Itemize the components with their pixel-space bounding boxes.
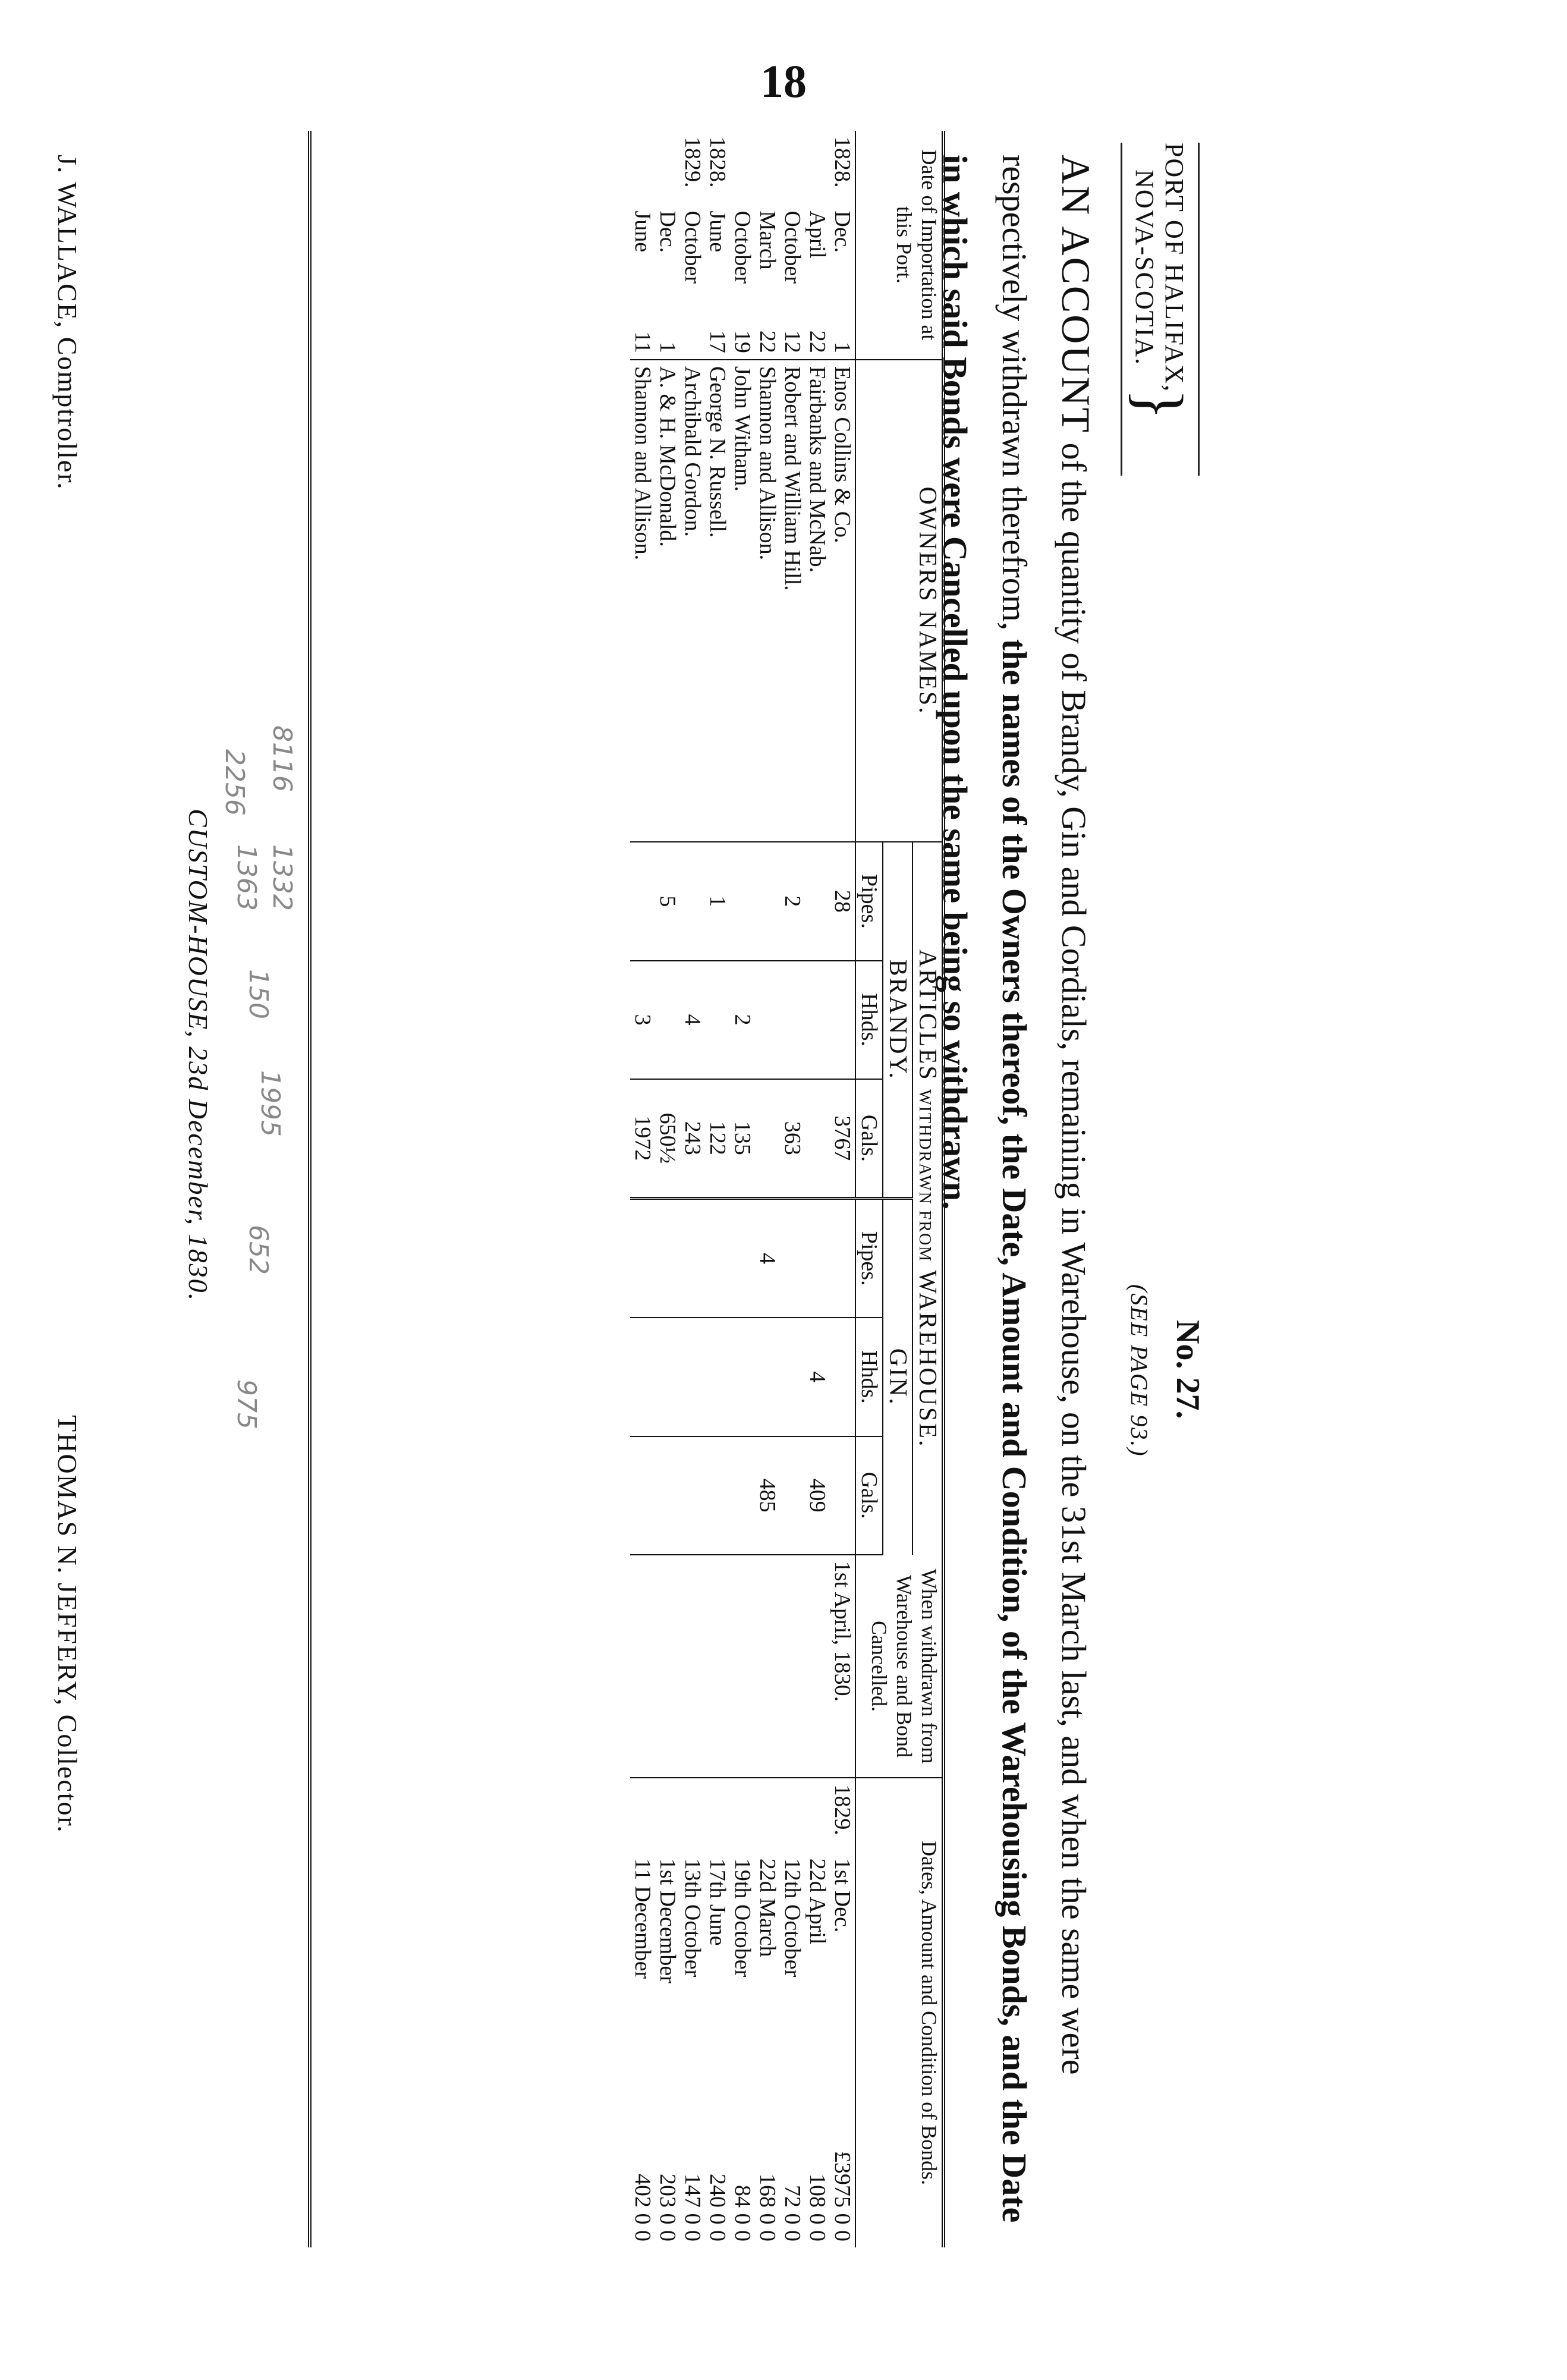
cell-owner: George N. Russell. bbox=[705, 360, 730, 842]
cell-b-pipes bbox=[680, 842, 705, 960]
cell-owner: John Witham. bbox=[730, 360, 755, 842]
table-row bbox=[830, 131, 855, 2247]
cell-day: 19 bbox=[730, 310, 755, 360]
page-number: 18 bbox=[760, 55, 807, 107]
cell-g-pipes bbox=[780, 1199, 805, 1318]
cell-b-hhds bbox=[830, 961, 855, 1079]
brace-icon: } bbox=[1124, 388, 1196, 422]
cell-bond-amount: 203 0 0 bbox=[655, 2174, 680, 2241]
cell-bond-date: 1st December bbox=[655, 1858, 680, 1983]
header-withdrawn: When withdrawn from Warehouse and Bond Cancelled. bbox=[855, 1555, 942, 1778]
cell-month: June bbox=[705, 210, 730, 253]
port-rule-bottom bbox=[1121, 143, 1122, 476]
cell-bond-year bbox=[705, 1778, 730, 1853]
cell-g-pipes: 4 bbox=[755, 1199, 780, 1318]
cell-owner: Archibald Gordon. bbox=[680, 360, 705, 842]
cell-bond-amount: 147 0 0 bbox=[680, 2174, 705, 2241]
heading-lead: AN ACCOUNT bbox=[1053, 155, 1099, 435]
cell-bond-year bbox=[655, 1778, 680, 1853]
cell-g-gals: 485 bbox=[755, 1436, 780, 1555]
cell-bond-amount: 402 0 0 bbox=[630, 2174, 655, 2241]
cell-b-hhds bbox=[655, 961, 680, 1079]
cell-b-hhds bbox=[755, 961, 780, 1079]
cell-withdrawn bbox=[730, 1555, 755, 1778]
cell-bond-amount: 72 0 0 bbox=[780, 2185, 805, 2241]
pencil-note: 1363 bbox=[231, 844, 262, 911]
cell-b-pipes: 1 bbox=[705, 842, 730, 960]
table-row bbox=[630, 131, 655, 2247]
header-bonds: Dates, Amount and Condition of Bonds. bbox=[855, 1778, 942, 2247]
cell-g-gals: 409 bbox=[805, 1436, 830, 1555]
cell-b-gals: 650½ bbox=[655, 1079, 680, 1199]
port-line-1: PORT OF HALIFAX, bbox=[1160, 143, 1189, 393]
see-page-reference: (SEE PAGE 93.) bbox=[1126, 1284, 1153, 1457]
comptroller-signature: J. WALLACE, Comptroller. bbox=[52, 155, 83, 491]
cell-day: 22 bbox=[805, 310, 830, 360]
cell-month: March bbox=[755, 210, 780, 270]
cell-owner: Fairbanks and McNab. bbox=[805, 360, 830, 842]
pencil-note: 2256 bbox=[219, 749, 250, 816]
header-gin-pipes: Pipes. bbox=[855, 1199, 883, 1318]
cell-day: 11 bbox=[630, 310, 655, 360]
header-brandy-gals: Gals. bbox=[855, 1079, 883, 1199]
cell-owner: Shannon and Allison. bbox=[755, 360, 780, 842]
cell-withdrawn bbox=[705, 1555, 730, 1778]
cell-g-hhds bbox=[780, 1318, 805, 1436]
cell-bond-year bbox=[680, 1778, 705, 1853]
cell-year bbox=[730, 131, 755, 205]
table-row bbox=[655, 131, 680, 2247]
header-brandy: BRANDY. bbox=[883, 842, 912, 1198]
header-articles-mid: WITHDRAWN FROM bbox=[915, 1089, 934, 1263]
cell-b-pipes: 28 bbox=[830, 842, 855, 960]
table-row bbox=[680, 131, 705, 2247]
cell-month: June bbox=[630, 210, 655, 253]
cell-b-pipes bbox=[755, 842, 780, 960]
cell-month: October bbox=[730, 210, 755, 284]
cell-withdrawn bbox=[630, 1555, 655, 1778]
cell-bond-amount: 108 0 0 bbox=[805, 2174, 830, 2241]
cell-bond-date: 22d April bbox=[805, 1858, 830, 1945]
table-row bbox=[805, 131, 830, 2247]
pencil-note: 652 bbox=[243, 1225, 273, 1275]
cell-bond-year bbox=[805, 1778, 830, 1853]
cell-bond-year bbox=[780, 1778, 805, 1853]
cell-b-pipes bbox=[730, 842, 755, 960]
cell-g-gals bbox=[630, 1436, 655, 1555]
cell-day: 17 bbox=[705, 310, 730, 360]
pencil-note: 975 bbox=[231, 1379, 262, 1429]
cell-year: 1828. bbox=[705, 137, 730, 188]
cell-owner: Shannon and Allison. bbox=[630, 360, 655, 842]
cell-b-hhds bbox=[780, 961, 805, 1079]
cell-g-pipes bbox=[830, 1199, 855, 1318]
cell-bond-date: 17th June bbox=[705, 1858, 730, 1946]
warehouse-account-table bbox=[308, 131, 945, 2247]
cell-b-gals bbox=[805, 1079, 830, 1199]
cell-b-pipes: 5 bbox=[655, 842, 680, 960]
cell-withdrawn bbox=[680, 1555, 705, 1778]
cell-b-hhds: 4 bbox=[680, 961, 705, 1079]
cell-g-hhds bbox=[705, 1318, 730, 1436]
cell-bond-date: 13th October bbox=[680, 1858, 705, 1977]
cell-b-gals: 243 bbox=[680, 1079, 705, 1199]
cell-bond-date: 11 December bbox=[630, 1858, 655, 1979]
header-owners: OWNERS NAMES. bbox=[855, 360, 942, 842]
header-gin-gals: Gals. bbox=[855, 1436, 883, 1555]
table-row bbox=[755, 131, 780, 2247]
cell-b-gals: 363 bbox=[780, 1079, 805, 1199]
pencil-note: 150 bbox=[243, 969, 273, 1019]
cell-b-pipes bbox=[805, 842, 830, 960]
cell-b-gals: 1972 bbox=[630, 1079, 655, 1199]
cell-owner: A. & H. McDonald. bbox=[655, 360, 680, 842]
document-number: No. 27. bbox=[1169, 1320, 1206, 1419]
cell-bond-year bbox=[730, 1778, 755, 1853]
cell-bond-year: 1829. bbox=[830, 1784, 855, 1835]
cell-day bbox=[680, 310, 705, 360]
header-brandy-hhds: Hhds. bbox=[855, 961, 883, 1079]
header-articles-prefix: ARTICLES bbox=[914, 949, 941, 1081]
cell-withdrawn bbox=[805, 1555, 830, 1778]
pencil-note: 1332 bbox=[267, 844, 297, 911]
account-heading bbox=[925, 155, 1106, 2236]
cell-g-hhds bbox=[680, 1318, 705, 1436]
cell-bond-year bbox=[630, 1778, 655, 1853]
cell-month: Dec. bbox=[655, 210, 680, 253]
cell-bond-amount: £3975 0 0 bbox=[830, 2151, 855, 2241]
cell-g-gals bbox=[680, 1436, 705, 1555]
cell-year: 1829. bbox=[680, 137, 705, 188]
cell-month: October bbox=[680, 210, 705, 284]
cell-bond-amount: 168 0 0 bbox=[755, 2174, 780, 2241]
cell-g-pipes bbox=[730, 1199, 755, 1318]
cell-g-hhds: 4 bbox=[805, 1318, 830, 1436]
cell-g-pipes bbox=[630, 1199, 655, 1318]
rotated-document-sheet bbox=[0, 95, 1225, 2295]
cell-month: October bbox=[780, 210, 805, 284]
cell-owner: Robert and William Hill. bbox=[780, 360, 805, 842]
cell-withdrawn bbox=[655, 1555, 680, 1778]
table-row bbox=[730, 131, 755, 2247]
cell-g-gals bbox=[705, 1436, 730, 1555]
cell-bond-date: 12th October bbox=[780, 1858, 805, 1977]
cell-year: 1828. bbox=[830, 137, 855, 188]
cell-year bbox=[805, 131, 830, 205]
header-gin-hhds: Hhds. bbox=[855, 1318, 883, 1436]
cell-day: 1 bbox=[655, 310, 680, 360]
cell-bond-date: 22d March bbox=[755, 1858, 780, 1957]
port-heading bbox=[1124, 143, 1196, 422]
cell-g-pipes bbox=[655, 1199, 680, 1318]
custom-house-date: CUSTOM-HOUSE, 23d December, 1830. bbox=[183, 809, 213, 1302]
cell-g-pipes bbox=[680, 1199, 705, 1318]
cell-g-gals bbox=[730, 1436, 755, 1555]
cell-day: 12 bbox=[780, 310, 805, 360]
header-date: Date of Importation at this Port. bbox=[855, 131, 942, 360]
cell-day: 1 bbox=[830, 310, 855, 360]
cell-bond-year bbox=[755, 1778, 780, 1853]
header-articles-suffix: WAREHOUSE. bbox=[914, 1269, 941, 1448]
heading-body: of the quantity of Brandy, Gin and Cordials, remaining in Warehouse, on the 31st March last, and when the same were respectively withdrawn therefrom, bbox=[995, 155, 1093, 2075]
cell-month: Dec. bbox=[830, 210, 855, 253]
heading-body-bold: the names of the Owners thereof, the Date, Amount and Condition, of the Warehousing Bonds, and the Date in which said Bonds were Cancelled upon the same being so withdrawn. bbox=[936, 155, 1034, 2223]
cell-month: April bbox=[805, 210, 830, 259]
cell-bond-date: 19th October bbox=[730, 1858, 755, 1977]
cell-g-pipes bbox=[705, 1199, 730, 1318]
cell-g-hhds bbox=[655, 1318, 680, 1436]
cell-b-gals: 122 bbox=[705, 1079, 730, 1199]
table-row bbox=[780, 131, 805, 2247]
cell-b-pipes bbox=[630, 842, 655, 960]
cell-g-pipes bbox=[805, 1199, 830, 1318]
cell-g-gals bbox=[780, 1436, 805, 1555]
cell-g-hhds bbox=[830, 1318, 855, 1436]
header-brandy-pipes: Pipes. bbox=[855, 842, 883, 960]
cell-year bbox=[655, 131, 680, 205]
cell-b-gals bbox=[755, 1079, 780, 1199]
collector-signature: THOMAS N. JEFFERY, Collector. bbox=[52, 1415, 83, 1834]
cell-g-gals bbox=[830, 1436, 855, 1555]
cell-b-hhds: 2 bbox=[730, 961, 755, 1079]
header-gin: GIN. bbox=[883, 1199, 912, 1555]
cell-b-hhds bbox=[805, 961, 830, 1079]
cell-bond-amount: 84 0 0 bbox=[730, 2185, 755, 2241]
cell-day: 22 bbox=[755, 310, 780, 360]
cell-year bbox=[755, 131, 780, 205]
cell-year bbox=[780, 131, 805, 205]
port-line-2: NOVA-SCOTIA. bbox=[1130, 169, 1159, 366]
cell-b-hhds: 3 bbox=[630, 961, 655, 1079]
cell-withdrawn: 1st April, 1830. bbox=[830, 1555, 855, 1778]
cell-bond-amount: 240 0 0 bbox=[705, 2174, 730, 2241]
cell-g-hhds bbox=[755, 1318, 780, 1436]
cell-withdrawn bbox=[780, 1555, 805, 1778]
pencil-note: 8116 bbox=[267, 725, 297, 792]
header-articles bbox=[912, 842, 942, 1554]
port-rule-top bbox=[1198, 143, 1200, 476]
cell-withdrawn bbox=[755, 1555, 780, 1778]
table-row bbox=[705, 131, 730, 2247]
cell-b-gals: 135 bbox=[730, 1079, 755, 1199]
cell-b-gals: 3767 bbox=[830, 1079, 855, 1199]
cell-g-hhds bbox=[730, 1318, 755, 1436]
cell-g-gals bbox=[655, 1436, 680, 1555]
pencil-note: 1995 bbox=[255, 1070, 285, 1137]
cell-year bbox=[630, 131, 655, 205]
cell-g-hhds bbox=[630, 1318, 655, 1436]
cell-owner: Enos Collins & Co. bbox=[830, 360, 855, 842]
cell-b-pipes: 2 bbox=[780, 842, 805, 960]
cell-bond-date: 1st Dec. bbox=[830, 1858, 855, 1933]
cell-b-hhds bbox=[705, 961, 730, 1079]
